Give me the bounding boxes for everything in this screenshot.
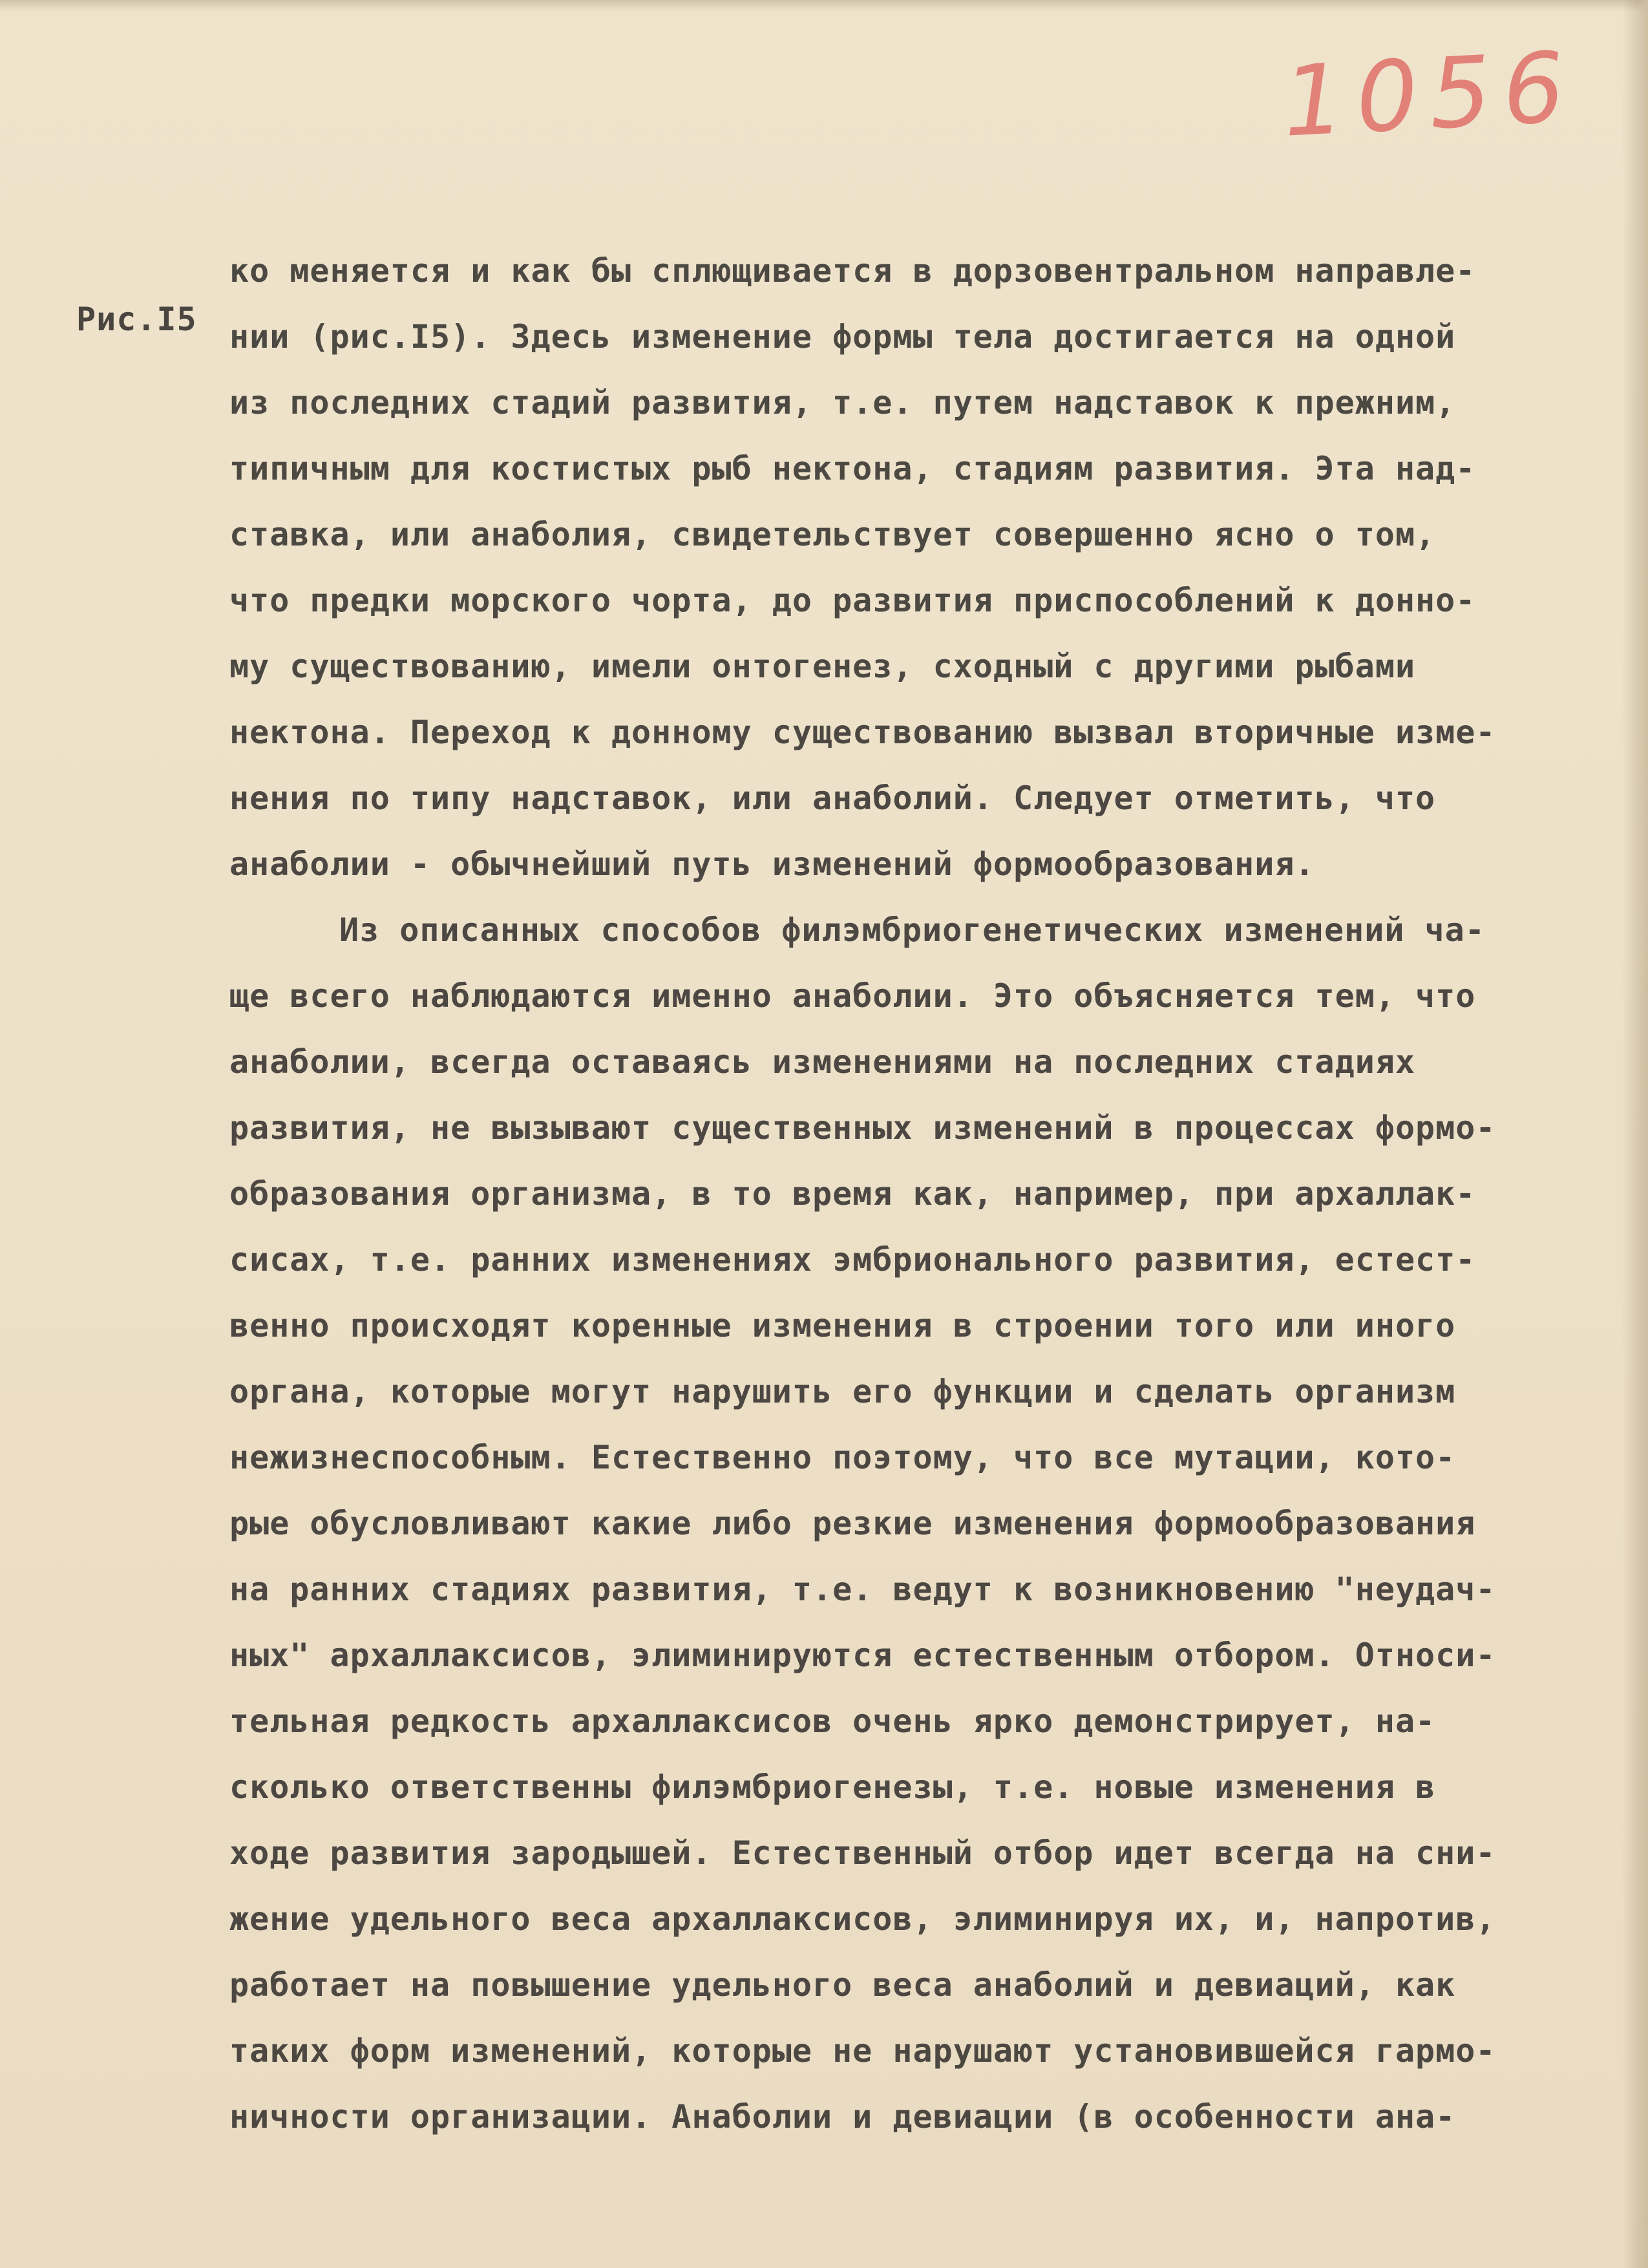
text-line: ко меняется и как бы сплющивается в дорзовентральном направле- — [229, 252, 1476, 290]
text-line: ще всего наблюдаются именно анаболии. Это объясняется тем, что — [229, 977, 1476, 1015]
text-line: анаболии, всегда оставаясь изменениями на последних стадиях — [229, 1043, 1416, 1081]
text-line: на ранних стадиях развития, т.е. ведут к возникновению "неудач- — [229, 1571, 1496, 1608]
text-line: му существованию, имели онтогенез, сходный с другими рыбами — [229, 648, 1416, 685]
text-line: работает на повышение удельного веса анаболий и девиаций, как — [229, 1966, 1456, 2004]
handwritten-page-number: 1056 — [1280, 31, 1579, 159]
text-line: венно происходят коренные изменения в строении того или иного — [229, 1307, 1456, 1344]
text-line: развития, не вызывают существенных изменений в процессах формо- — [229, 1109, 1496, 1147]
text-line: нии (рис.I5). Здесь изменение формы тела достигается на одной — [229, 318, 1456, 355]
text-line: ных" архаллаксисов, элиминируются естественным отбором. Относи- — [229, 1637, 1496, 1674]
text-line: нектона. Переход к донному существованию вызвал вторичные изме- — [229, 714, 1496, 751]
page-top-edge-shadow — [0, 0, 1648, 12]
text-line: типичным для костистых рыб нектона, стадиям развития. Эта над- — [229, 450, 1476, 487]
typewritten-body-text — [229, 238, 1574, 2150]
text-line: из последних стадий развития, т.е. путем надставок к прежним, — [229, 384, 1456, 421]
text-line: таких форм изменений, которые не нарушают установившейся гармо- — [229, 2032, 1496, 2070]
text-line: нежизнеспособным. Естественно поэтому, что все мутации, кото- — [229, 1439, 1456, 1476]
text-line: нения по типу надставок, или анаболий. Следует отметить, что — [229, 779, 1436, 817]
text-line: ставка, или анаболия, свидетельствует совершенно ясно о том, — [229, 516, 1436, 553]
text-line: что предки морского чорта, до развития приспособлений к донно- — [229, 582, 1476, 619]
text-line: сисах, т.е. ранних изменениях эмбрионального развития, естест- — [229, 1241, 1476, 1278]
text-line: тельная редкость архаллаксисов очень ярко демонстрирует, на- — [229, 1702, 1436, 1740]
text-line: ходе развития зародышей. Естественный отбор идет всегда на сни- — [229, 1834, 1496, 1872]
text-line: анаболии - обычнейший путь изменений формообразования. — [229, 845, 1315, 883]
margin-figure-reference: Рис.I5 — [76, 301, 197, 338]
page-right-edge-shadow — [1622, 0, 1648, 2268]
text-line: органа, которые могут нарушить его функции и сделать организм — [229, 1373, 1456, 1410]
text-line: сколько ответственны филэмбриогенезы, т.е. новые изменения в — [229, 1768, 1436, 1806]
text-line: рые обусловливают какие либо резкие изменения формообразования — [229, 1505, 1476, 1542]
text-line: Из описанных способов филэмбриогенетических изменений ча- — [339, 911, 1485, 949]
text-line: образования организма, в то время как, например, при архаллак- — [229, 1175, 1476, 1213]
text-line: жение удельного веса архаллаксисов, элиминируя их, и, напротив, — [229, 1900, 1496, 1938]
text-line: ничности организации. Анаболии и девиации (в особенности ана- — [229, 2098, 1456, 2136]
